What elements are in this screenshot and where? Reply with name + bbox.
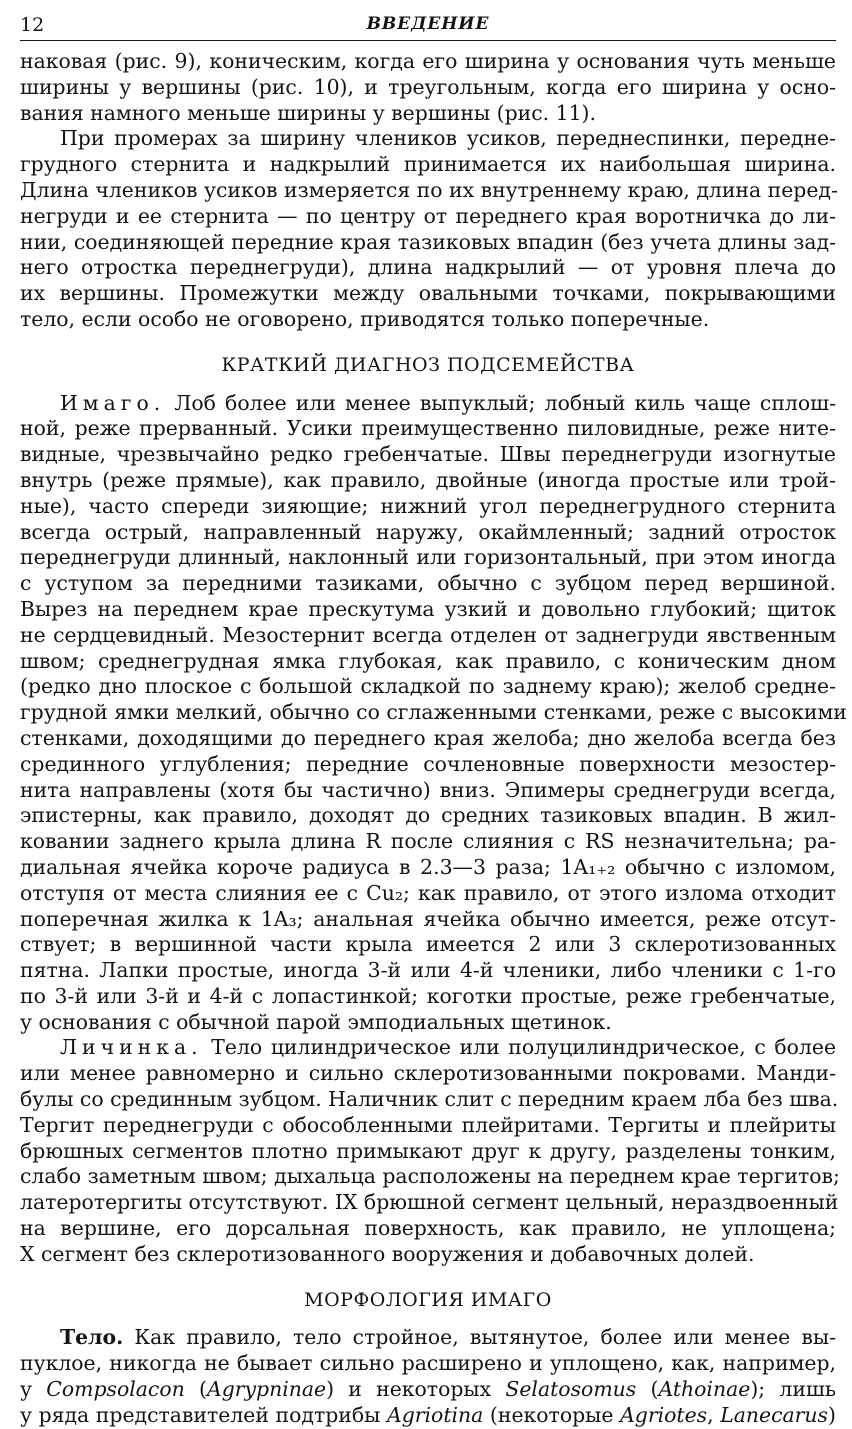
text-line: булы со срединным зубцом. Наличник слит с передним краем лба без шва. — [20, 1087, 839, 1112]
section-heading-text: КРАТКИЙ ДИАГНОЗ ПОДСЕМЕЙСТВА — [221, 353, 635, 376]
text-line: тело, если особо не оговорено, приводятся только поперечные. — [20, 306, 710, 331]
text-line: ные), часто спереди зияющие; нижний угол переднегрудного стернита — [20, 493, 836, 518]
text-run: ( — [636, 1377, 659, 1402]
body-lead: Тело. — [60, 1325, 124, 1350]
text-line: у основания с обычной парой эмподиальных щетинок. — [20, 1009, 612, 1034]
text-line — [20, 1325, 836, 1351]
larva-paragraph — [20, 1035, 840, 1267]
text-line — [20, 1403, 836, 1429]
body-paragraph — [20, 1325, 836, 1428]
text-line — [20, 391, 836, 417]
running-header — [20, 6, 836, 41]
text-line: брюшных сегментов плотно примыкают друг к другу, разделены тонким, — [20, 1138, 836, 1163]
text-line: внутрь (реже прямые), как правило, двойные (иногда простые или трой- — [20, 467, 836, 492]
text-line: эпистерны, как правило, доходят до средних тазиковых впадин. В жил- — [20, 803, 836, 828]
text-line: их вершины. Промежутки между овальными точками, покрывающими — [20, 281, 836, 306]
text-line: ной, реже прерванный. Усики преимущественно пиловидные, реже нитe- — [20, 416, 836, 441]
imago-paragraph — [20, 390, 847, 1036]
text-run: (некоторые — [483, 1402, 621, 1427]
text-line: (редко дно плоское с большой складкой по заднему краю); желоб средне- — [20, 674, 836, 699]
text-line — [20, 1035, 836, 1061]
text-line: переднегруди длинный, наклонный или горизонтальный, при этом иногда — [20, 545, 836, 570]
text-line: всегда острый, направленный наружу, окаймленный; задний отросток — [20, 519, 836, 544]
taxon-name: Agrypninae — [206, 1377, 327, 1402]
text-line: стенками, доходящими до переднего края желоба; дно желоба всегда без — [20, 725, 836, 750]
text-run: , — [707, 1402, 721, 1427]
text-line: швом; среднегрудная ямка глубокая, как правило, с коническим дном — [20, 648, 836, 673]
imago-lead: Имаго. — [60, 390, 166, 415]
text-line: негруди и ее стернита — по центру от переднего края воротничка до ли- — [20, 203, 836, 228]
text-line: Тергит переднегруди с обособленными плейритами. Тергиты и плейриты — [20, 1112, 836, 1137]
text-line: на вершине, его дорсальная поверхность, как правило, не уплощена; — [20, 1216, 836, 1241]
text-line: не сердцевидный. Мезостернит всегда отделен от заднегруди явственным — [20, 622, 836, 647]
text-line: него отростка переднегруди), длина надкрылий — от уровня плеча до — [20, 255, 836, 280]
text-line: ширины у вершины (рис. 10), и треугольным, когда его ширина у осно- — [20, 74, 836, 99]
section-heading-morphology — [20, 1288, 836, 1314]
larva-lead: Личинка. — [60, 1035, 203, 1060]
taxon-name: Agriotina — [387, 1402, 484, 1427]
running-title: ВВЕДЕНИЕ — [366, 14, 490, 34]
section-heading-text: МОРФОЛОГИЯ ИМАГО — [304, 1288, 552, 1311]
text-run: ) и некоторых — [326, 1377, 506, 1402]
taxon-name: Compsolacon — [46, 1377, 185, 1402]
text-run: ( — [184, 1377, 207, 1402]
text-line: срединного углубления; передние сочленовные поверхности мезостер- — [20, 751, 836, 776]
text-line: видные, чрезвычайно редко гребенчатые. Швы переднегруди изогнутые — [20, 442, 836, 467]
text-line: с уступом за передними тазиками, обычно с зубцом перед вершиной. — [20, 571, 836, 596]
imago-first-line: Лоб более или менее выпуклый; лобный киль чаще сплош- — [174, 390, 836, 415]
body-first-line: Как правило, тело стройное, вытянутое, более или менее вы- — [134, 1325, 836, 1350]
text-line: латеротергиты отсутствуют. IX брюшной сегмент цельный, нераздвоенный — [20, 1190, 839, 1215]
text-line: вания намного меньше ширины у вершины (рис. 11). — [20, 100, 596, 125]
text-run: у — [20, 1377, 47, 1402]
text-line: пуклое, никогда не бывает сильно расширено и уплощено, как, например, — [20, 1351, 836, 1376]
text-line: поперечная жилка к 1A₃; анальная ячейка обычно имеется, реже отсут- — [20, 906, 836, 931]
text-line: слабо заметным швом; дыхальца расположены на переднем крае тергитов; — [20, 1164, 840, 1189]
text-line: При промерах за ширину члеников усиков, переднеспинки, передне- — [60, 126, 836, 151]
text-line: ствует; в вершинной части крыла имеется 2 или 3 склеротизованных — [20, 932, 836, 957]
text-line: нии, соединяющей передние края тазиковых впадин (без учета длины зад- — [20, 229, 836, 254]
text-line: X сегмент без склеротизованного вооружения и добавочных долей. — [20, 1241, 755, 1266]
text-line — [20, 1377, 836, 1403]
larva-first-line: Тело цилиндрическое или полуцилиндрическое, с более — [211, 1035, 837, 1060]
text-line: ковании заднего крыла длина R после слияния с RS незначительна; ра- — [20, 829, 836, 854]
text-line: по 3-й или 3-й и 4-й с лопастинкой; коготки простые, реже гребенчатые, — [20, 983, 836, 1008]
text-line: нита направлены (хотя бы частично) вниз. Эпимеры среднегруди всегда, — [20, 777, 836, 802]
taxon-name: Lanecarus — [720, 1402, 829, 1427]
text-run: ) — [828, 1402, 836, 1427]
text-line: пятна. Лапки простые, иногда 3-й или 4-й членики, либо членики с 1-го — [20, 958, 836, 983]
text-body — [20, 49, 847, 1429]
text-line: диальная ячейка короче радиуса в 2.3—3 раза; 1A₁₊₂ обычно с изломом, — [20, 854, 836, 879]
taxon-name: Agriotes — [620, 1402, 708, 1427]
section-heading-diagnosis — [20, 353, 836, 379]
text-line: грудного стернита и надкрылий принимается их наибольшая ширина. — [20, 152, 836, 177]
text-line: Длина члеников усиков измеряется по их внутреннему краю, длина перед- — [20, 177, 838, 202]
text-line: отступя от места слияния ее с Cu₂; как правило, от этого излома отходит — [20, 880, 836, 905]
taxon-name: Athoinae — [658, 1377, 751, 1402]
intro-paragraph — [20, 49, 836, 126]
measure-paragraph — [20, 126, 836, 332]
document-page — [20, 6, 847, 1429]
text-run: ); лишь — [750, 1377, 836, 1402]
taxon-name: Selatosomus — [505, 1377, 637, 1402]
text-line: наковая (рис. 9), коническим, когда его ширина у основания чуть меньше — [20, 49, 836, 73]
text-line: грудной ямки мелкий, обычно со сглаженными стенками, реже с высокими — [20, 700, 847, 725]
text-line: или менее равномерно и сильно склеротизованными покровами. Манди- — [20, 1061, 836, 1086]
text-run: у ряда представителей подтрибы — [20, 1402, 387, 1427]
page-number: 12 — [20, 14, 45, 36]
text-line: Вырез на переднем крае прескутума узкий и довольно глубокий; щиток — [20, 596, 836, 621]
